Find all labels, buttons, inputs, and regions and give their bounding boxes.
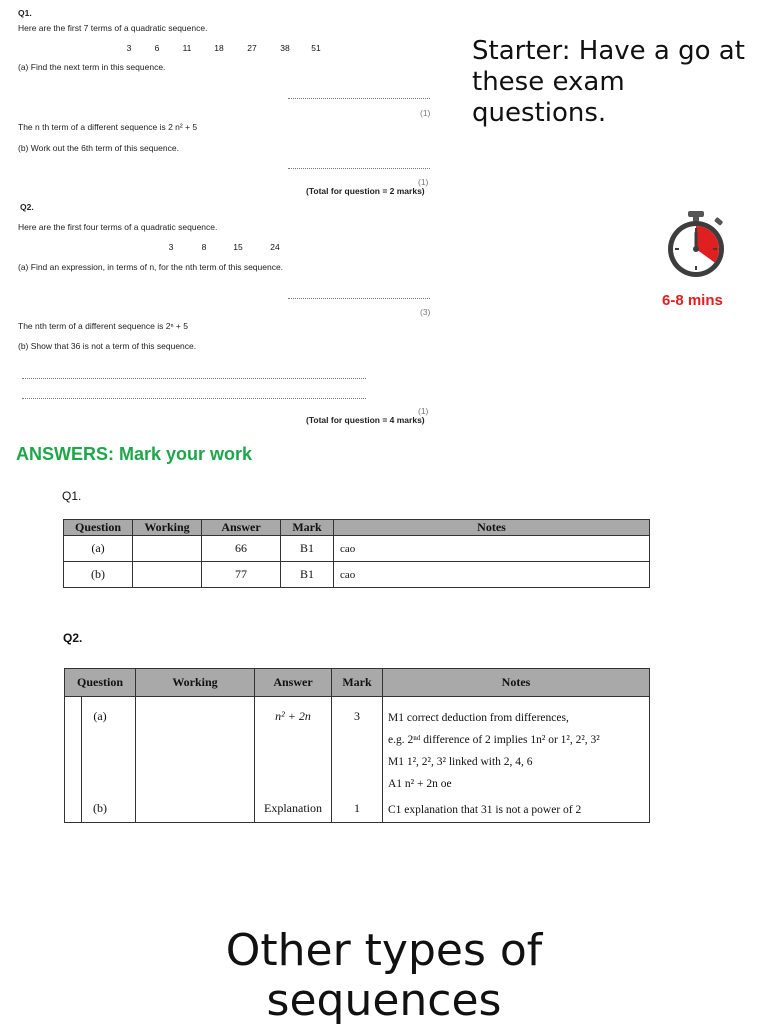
q2-term: 24 xyxy=(270,242,280,252)
q2-mark-b: (1) xyxy=(418,406,429,416)
q2-nth-text: The nth term of a different sequence is 2ⁿ + 5 xyxy=(18,321,188,331)
ms-q1-label: Q1. xyxy=(62,489,82,503)
cell-working xyxy=(136,697,255,823)
cell-question: (a) xyxy=(64,536,133,562)
q1-answer-line-a[interactable] xyxy=(288,98,430,99)
q1-nth-text: The n th term of a different sequence is 2 n² + 5 xyxy=(18,122,198,132)
note-line: M1 1², 2², 3² linked with 2, 4, 6 xyxy=(388,756,533,768)
q2-row-b-answer: Explanation xyxy=(264,801,322,815)
starter-text: Starter: Have a go at these exam questions. xyxy=(472,36,745,128)
answers-heading: ANSWERS: Mark your work xyxy=(16,444,253,464)
q1-term: 6 xyxy=(154,43,160,53)
stopwatch-icon xyxy=(662,208,730,280)
q1-term: 3 xyxy=(126,43,132,53)
cell-mark: B1 xyxy=(281,562,334,588)
q2-row-a-question: (a) xyxy=(93,709,107,723)
q1-mark-a: (1) xyxy=(420,108,431,118)
q2-label: Q2. xyxy=(20,202,34,212)
q1-term: 27 xyxy=(247,43,257,53)
cell-question xyxy=(65,697,136,823)
ms-q2-label: Q2. xyxy=(63,631,83,645)
title-line-2: sequences xyxy=(266,975,502,1026)
col-notes: Notes xyxy=(334,520,650,536)
q2-row-b-mark: 1 xyxy=(354,801,360,815)
col-working: Working xyxy=(136,669,255,697)
q2-total: (Total for question = 4 marks) xyxy=(306,415,425,425)
table-header-row xyxy=(64,520,650,536)
col-question: Question xyxy=(65,669,136,697)
note-line: e.g. 2ⁿᵈ difference of 2 implies 1n² or 1², 2², 3² xyxy=(388,734,600,746)
q1-term: 38 xyxy=(280,43,290,53)
timer-label: 6-8 mins xyxy=(662,292,723,309)
q2-mark-a: (3) xyxy=(420,307,431,317)
note-line: A1 n² + 2n oe xyxy=(388,778,452,790)
table-header-row xyxy=(65,669,650,697)
col-answer: Answer xyxy=(255,669,332,697)
q1-mark-b: (1) xyxy=(418,177,429,187)
cell-answer: 66 xyxy=(202,536,281,562)
cell-working xyxy=(133,536,202,562)
q1-answer-line-b[interactable] xyxy=(288,168,430,169)
q1-label: Q1. xyxy=(18,8,32,18)
q2-working-line[interactable] xyxy=(22,378,366,379)
q2-row-a-answer: n² + 2n xyxy=(275,709,311,723)
col-mark: Mark xyxy=(332,669,383,697)
col-question: Question xyxy=(64,520,133,536)
cell-question: (b) xyxy=(64,562,133,588)
q2-row-a-mark: 3 xyxy=(354,709,360,723)
q2-answer-line-a[interactable] xyxy=(288,298,430,299)
q1-part-a: (a) Find the next term in this sequence. xyxy=(18,62,166,72)
q1-term: 51 xyxy=(311,43,321,53)
cell-notes xyxy=(383,697,650,823)
cell-notes: cao xyxy=(334,562,650,588)
col-notes: Notes xyxy=(383,669,650,697)
q2-term: 3 xyxy=(168,242,174,252)
q1-intro: Here are the first 7 terms of a quadratic sequence. xyxy=(18,23,208,33)
next-section-title xyxy=(0,926,768,1026)
q2-part-b: (b) Show that 36 is not a term of this sequence. xyxy=(18,341,197,351)
q1-term: 11 xyxy=(182,43,192,53)
ms-q2-table xyxy=(64,668,650,823)
col-answer: Answer xyxy=(202,520,281,536)
table-row xyxy=(64,536,650,562)
col-working: Working xyxy=(133,520,202,536)
q2-intro: Here are the first four terms of a quadratic sequence. xyxy=(18,222,218,232)
q1-total: (Total for question = 2 marks) xyxy=(306,186,425,196)
title-line-1: Other types of xyxy=(225,925,543,976)
cell-notes: cao xyxy=(334,536,650,562)
q2-row-b-notes: C1 explanation that 31 is not a power of 2 xyxy=(388,804,582,816)
q1-part-b: (b) Work out the 6th term of this sequence. xyxy=(18,143,179,153)
q2-working-line[interactable] xyxy=(22,398,366,399)
ms-q1-table xyxy=(63,519,650,588)
cell-answer: 77 xyxy=(202,562,281,588)
cell-mark: B1 xyxy=(281,536,334,562)
note-line: M1 correct deduction from differences, xyxy=(388,712,569,724)
cell-working xyxy=(133,562,202,588)
table-row xyxy=(65,697,650,823)
cell-answer xyxy=(255,697,332,823)
q2-row-b-question: (b) xyxy=(93,801,107,815)
q2-part-a: (a) Find an expression, in terms of n, for the nth term of this sequence. xyxy=(18,262,284,272)
cell-mark xyxy=(332,697,383,823)
q2-term: 8 xyxy=(201,242,207,252)
table-row xyxy=(64,562,650,588)
q2-row-a-notes xyxy=(388,697,649,795)
q1-term: 18 xyxy=(214,43,224,53)
col-mark: Mark xyxy=(281,520,334,536)
q2-term: 15 xyxy=(233,242,243,252)
